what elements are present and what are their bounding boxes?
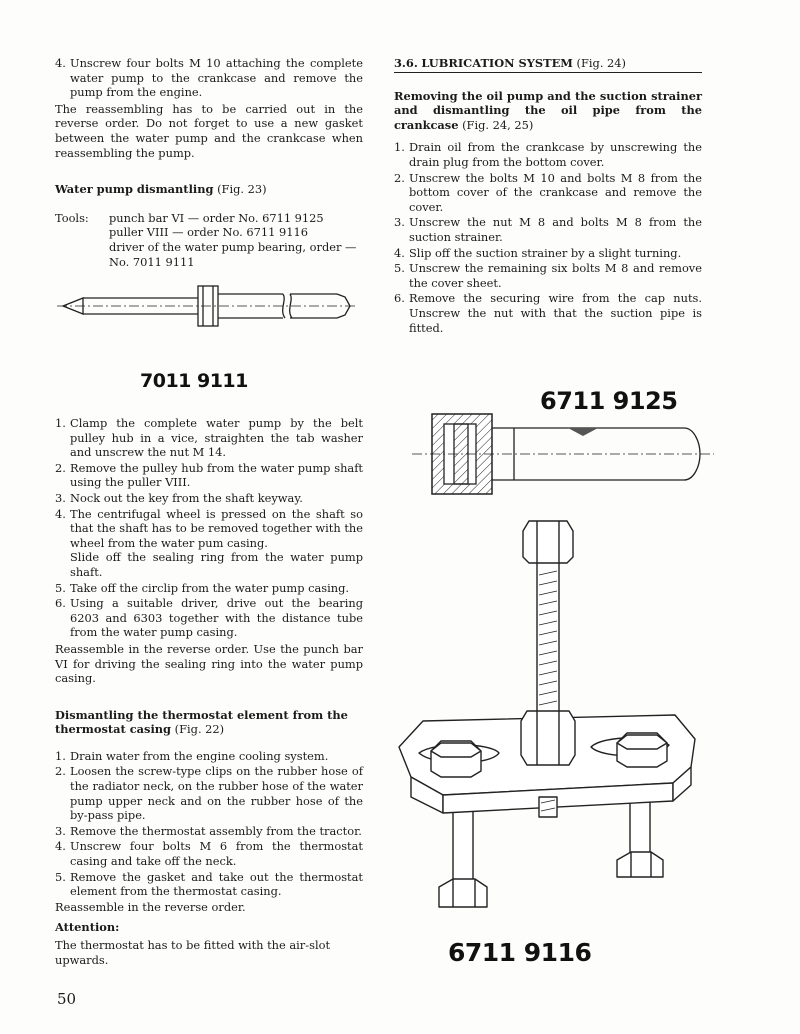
tools-label: Tools: xyxy=(55,210,89,225)
tool-line: punch bar VI — order No. 6711 9125 xyxy=(109,210,324,225)
step-number: 1. xyxy=(55,416,66,430)
step-text: Slip off the suction strainer by a slight turning. xyxy=(409,245,682,260)
step-text: Nock out the key from the shaft keyway. xyxy=(70,490,303,505)
list-item xyxy=(394,291,702,335)
section-ref: (Fig. 24) xyxy=(576,56,626,70)
tool-line: puller VIII — order No. 6711 9116 xyxy=(109,225,308,240)
list-item xyxy=(55,824,363,839)
list-item xyxy=(55,870,363,899)
list-item xyxy=(394,171,702,215)
thermostat-heading xyxy=(55,708,363,737)
step-number: 6. xyxy=(394,291,405,306)
figure-label-6711-9125: 6711 9125 xyxy=(540,387,678,415)
step-number: 5. xyxy=(55,869,66,884)
driver-tool-drawing xyxy=(55,282,365,332)
step-number: 2. xyxy=(394,170,405,185)
figure-label-7011-9111: 7011 9111 xyxy=(140,370,248,392)
heading-title: Dismantling the thermostat element from the thermostat casing xyxy=(55,707,348,737)
step-text: Remove the pulley hub from the water pump shaft using the puller VIII. xyxy=(70,460,363,490)
page-number: 50 xyxy=(57,990,77,1008)
step-number: 6. xyxy=(55,596,66,611)
step-text: Unscrew four bolts M 10 attaching the complete water pump to the crankcase and remove the pump from the engine. xyxy=(70,56,363,100)
step-text: Using a suitable driver, drive out the bearing 6203 and 6303 together with the distance tube from the water pump casing. xyxy=(70,596,363,640)
section-title-text: LUBRICATION SYSTEM xyxy=(421,56,573,70)
step-text: Clamp the complete water pump by the belt pulley hub in a vice, straighten the tab washer and unscrew the nut M 14. xyxy=(70,416,363,460)
list-item xyxy=(55,764,363,822)
section-number: 3.6. xyxy=(394,56,418,70)
step-text: The centrifugal wheel is pressed on the shaft so that the shaft has to be removed together with the wheel from the water pum casing. xyxy=(70,506,363,550)
step-number: 4. xyxy=(55,839,66,854)
oil-pump-steps xyxy=(394,140,702,335)
attention-text: The thermostat has to be fitted with the air-slot upwards. xyxy=(55,938,331,967)
step-number: 4. xyxy=(394,245,405,260)
step-number: 5. xyxy=(394,261,405,276)
step-text: Take off the circlip from the water pump casing. xyxy=(70,580,350,595)
step-extra: Slide off the sealing ring from the water pump shaft. xyxy=(70,550,363,579)
step-number: 3. xyxy=(55,490,66,505)
step-text: Remove the securing wire from the cap nuts. Unscrew the nut with that the suction pipe is fitted. xyxy=(409,291,702,335)
step-number: 1. xyxy=(55,748,66,763)
thermostat-steps xyxy=(55,749,363,899)
heading-ref: (Fig. 22) xyxy=(174,722,225,737)
left-column-top xyxy=(55,56,363,269)
subheading-title: Removing the oil pump and the suction strainer and dismantling the oil pipe from the crankcase xyxy=(394,88,702,132)
list-item xyxy=(394,246,702,261)
step-number: 4. xyxy=(55,56,66,70)
step-number: 3. xyxy=(55,823,66,838)
list-item xyxy=(55,749,363,764)
step-number: 3. xyxy=(394,215,405,230)
list-item xyxy=(55,596,363,640)
step-number: 2. xyxy=(55,460,66,475)
right-column xyxy=(394,56,702,335)
section-title xyxy=(394,56,702,73)
figure-label-6711-9116: 6711 9116 xyxy=(448,938,592,967)
list-item xyxy=(55,507,363,580)
step-number: 5. xyxy=(55,580,66,595)
intro-step-list xyxy=(55,56,363,100)
reassemble-note: Reassemble in the reverse order. Use the punch bar VI for driving the sealing ring into the water pump casing. xyxy=(55,641,363,686)
step-text: Unscrew the remaining six bolts M 8 and remove the cover sheet. xyxy=(409,261,702,290)
step-text: Remove the gasket and take out the thermostat element from the thermostat casing. xyxy=(70,869,363,899)
list-item xyxy=(394,261,702,290)
step-number: 1. xyxy=(394,140,405,155)
list-item xyxy=(55,416,363,460)
step-text: Remove the thermostat assembly from the tractor. xyxy=(70,823,362,838)
step-text: Drain oil from the crankcase by unscrewing the drain plug from the bottom cover. xyxy=(409,140,702,169)
list-item xyxy=(55,56,363,100)
list-item xyxy=(55,461,363,490)
water-pump-steps xyxy=(55,416,363,640)
water-pump-heading xyxy=(55,182,363,197)
step-text: Drain water from the engine cooling system. xyxy=(70,748,329,763)
step-text: Unscrew the bolts M 10 and bolts M 8 from the bottom cover of the crankcase and remove the cover. xyxy=(409,170,702,214)
subheading-ref: (Fig. 24, 25) xyxy=(462,117,534,132)
puller-drawing xyxy=(395,515,705,915)
step-number: 2. xyxy=(55,764,66,779)
left-column-bottom xyxy=(55,416,363,967)
tools-list xyxy=(55,211,363,269)
list-item xyxy=(55,491,363,506)
list-item xyxy=(55,581,363,596)
list-item xyxy=(394,215,702,244)
reassembly-note: The reassembling has to be carried out in the reverse order. Do not forget to use a new gasket between the water pump and the crankcase when reassembling the pump. xyxy=(55,101,363,160)
step-number: 4. xyxy=(55,506,66,521)
attention-label: Attention: xyxy=(55,920,120,935)
punch-bar-drawing xyxy=(410,408,720,498)
step-text: Unscrew four bolts M 6 from the thermostat casing and take off the neck. xyxy=(70,839,363,869)
heading-title: Water pump dismantling xyxy=(55,182,214,197)
tool-line: driver of the water pump bearing, order — No. 7011 9111 xyxy=(109,239,357,269)
heading-ref: (Fig. 23) xyxy=(217,182,267,197)
reassemble-short: Reassemble in the reverse order. xyxy=(55,899,246,914)
step-text: Loosen the screw-type clips on the rubber hose of the radiator neck, on the rubber hose of the water pump upper neck and on the rubber hose of the by-pass pipe. xyxy=(70,764,363,823)
step-text: Unscrew the nut M 8 and bolts M 8 from the suction strainer. xyxy=(409,215,702,244)
list-item xyxy=(55,839,363,868)
subheading xyxy=(394,89,702,133)
list-item xyxy=(394,140,702,169)
